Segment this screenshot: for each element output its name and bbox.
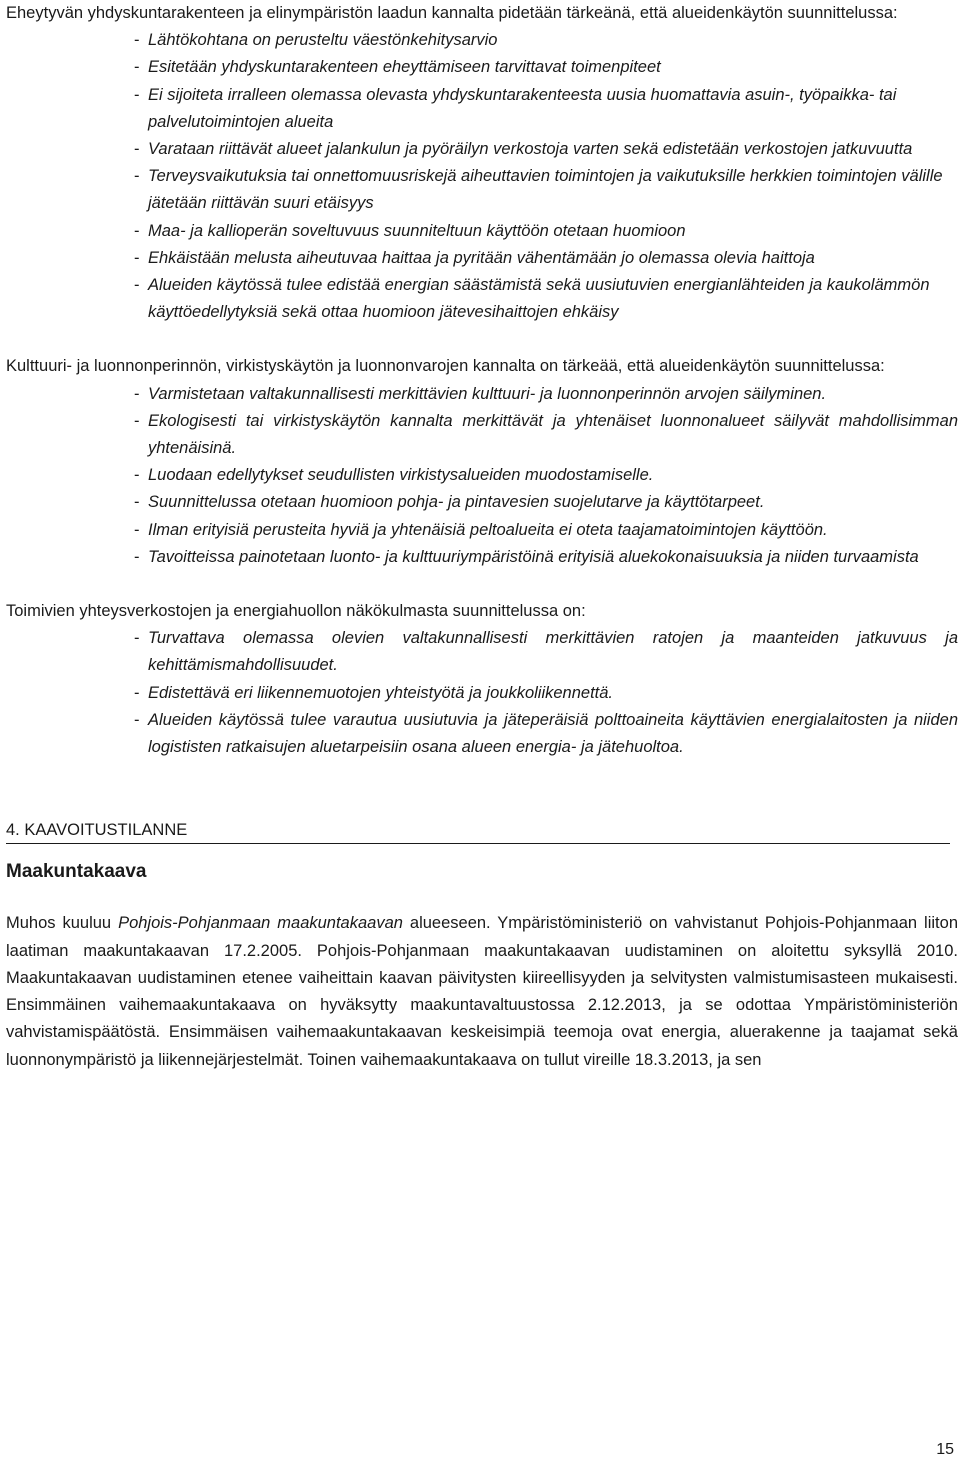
- section2-list: [6, 381, 958, 571]
- list-item: - Esitetään yhdyskuntarakenteen eheyttämiseen tarvittavat toimenpiteet: [134, 58, 661, 77]
- section3-intro: Toimivien yhteysverkostojen ja energiahuollon näkökulmasta suunnittelussa on:: [6, 602, 586, 621]
- section2-intro: Kulttuuri- ja luonnonperinnön, virkistyskäytön ja luonnonvarojen kannalta on tärkeää, että alueidenkäytön suunnittelussa:: [6, 357, 885, 376]
- page-number: 15: [936, 1441, 954, 1458]
- list-item: - Ei sijoiteta irralleen olemassa olevasta yhdyskuntarakenteesta uusia huomattavia asuin-, työpaikka- tai palvelutoimintojen alueita: [134, 85, 897, 131]
- section1-list: [6, 27, 958, 326]
- list-item: - Ekologisesti tai virkistyskäytön kannalta merkittävät ja yhtenäiset luonnonalueet säilyvät mahdollisimman yhtenäisinä.: [134, 411, 958, 458]
- list-item: - Varataan riittävät alueet jalankulun ja pyöräilyn verkostoja varten sekä edistetään verkostojen jatkuvuutta: [134, 140, 913, 159]
- body-paragraph: Muhos kuuluu Pohjois-Pohjanmaan maakuntakaavan alueeseen. Ympäristöministeriö on vahvistanut Pohjois-Pohjanmaan liiton laatiman maakuntakaavan 17.2.2005. Pohjois-Pohjanmaan maakuntakaavan uudistaminen on aloitettu syksyllä 2010. Maakuntakaavan uudistaminen etenee vaiheittain kaavan päivitysten kiireellisyyden ja selvitysten valmistumisasteen mukaisesti. Ensimmäinen vaihemaakuntakaava on hyväksytty maakuntavaltuustossa 2.12.2013, ja se odottaa Ympäristöministeriön vahvistamispäätöstä. Ensimmäisen vaihemaakuntakaavan keskeisimpiä teemoja ovat energia, aluerakenne ja taajamat sekä luonnonympäristö ja liikennejärjestelmät. Toinen vaihemaakuntakaava on tullut vireille 18.3.2013, ja sen: [6, 914, 958, 1069]
- list-item: - Ilman erityisiä perusteita hyviä ja yhtenäisiä peltoalueita ei oteta taajamatoimintojen käyttöön.: [134, 520, 828, 539]
- list-item: - Edistettävä eri liikennemuotojen yhteistyötä ja joukkoliikennettä.: [134, 683, 614, 702]
- subsection-heading: Maakuntakaava: [6, 861, 147, 883]
- spacer: [6, 886, 958, 910]
- list-item: - Luodaan edellytykset seudullisten virkistysalueiden muodostamiselle.: [134, 466, 654, 485]
- spacer: [6, 571, 958, 598]
- section3-list: [6, 625, 958, 761]
- list-item: - Turvattava olemassa olevien valtakunnallisesti merkittävien ratojen ja maanteiden jatkuvuus ja kehittämismahdollisuudet.: [134, 629, 958, 675]
- spacer: [6, 326, 958, 353]
- spacer: [6, 844, 958, 858]
- list-item: - Ehkäistään melusta aiheutuvaa haittaa ja pyritään vähentämään jo olemassa olevia haittoja: [134, 248, 815, 267]
- spacer: [6, 761, 958, 815]
- section-heading: 4. KAAVOITUSTILANNE: [6, 815, 950, 844]
- list-item: - Alueiden käytössä tulee varautua uusiutuvia ja jäteperäisiä polttoaineita käyttävien energialaitosten ja niiden logististen ratkaisujen aluetarpeisiin osana alueen energia- ja jätehuoltoa.: [134, 710, 958, 757]
- list-item: - Varmistetaan valtakunnallisesti merkittävien kulttuuri- ja luonnonperinnön arvojen säilyminen.: [134, 384, 827, 403]
- list-item: - Alueiden käytössä tulee edistää energian säästämistä sekä uusiutuvien energianlähteiden ja kaukolämmön käyttöedellytyksiä sekä ottaa huomioon jätevesihaittojen ehkäisy: [134, 276, 930, 322]
- list-item: - Lähtökohtana on perusteltu väestönkehitysarvio: [134, 31, 498, 50]
- list-item: - Suunnittelussa otetaan huomioon pohja- ja pintavesien suojelutarve ja käyttötarpeet.: [134, 493, 765, 512]
- list-item: - Tavoitteissa painotetaan luonto- ja kulttuuriympäristöinä erityisiä aluekokonaisuuksia ja niiden turvaamista: [134, 547, 919, 566]
- list-item: - Terveysvaikutuksia tai onnettomuusriskejä aiheuttavien toimintojen ja vaikutuksille herkkien toimintojen välille jätetään riittävän suuri etäisyys: [134, 167, 943, 213]
- list-item: - Maa- ja kallioperän soveltuvuus suunniteltuun käyttöön otetaan huomioon: [134, 221, 686, 240]
- document-page: [6, 0, 958, 1074]
- section1-intro: Eheytyvän yhdyskuntarakenteen ja elinympäristön laadun kannalta pidetään tärkeänä, että alueidenkäytön suunnittelussa:: [6, 4, 898, 22]
